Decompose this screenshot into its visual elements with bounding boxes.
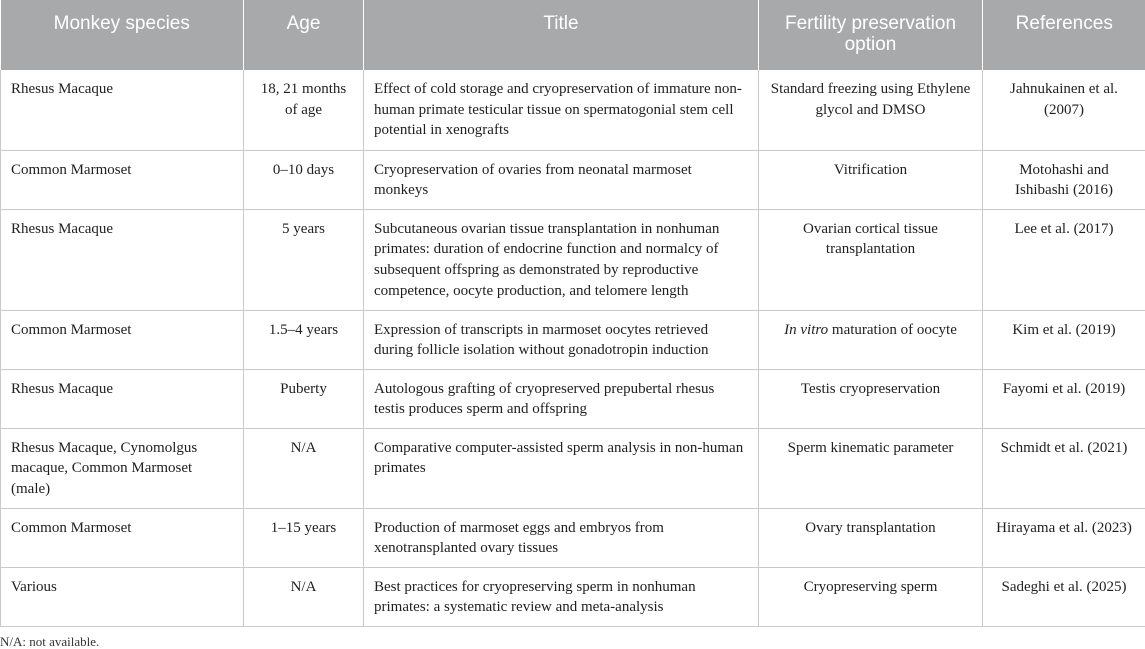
cell-title: Effect of cold storage and cryopreservation of immature non-human primate testicular tissue on spermatogonial stem cell potential in xenografts	[364, 70, 759, 150]
option-text: Ovary transplantation	[805, 519, 936, 536]
cell-reference: Jahnukainen et al. (2007)	[983, 70, 1145, 150]
cell-age: Puberty	[244, 369, 364, 428]
option-text: Vitrification	[833, 161, 908, 178]
cell-monkey-species: Common Marmoset	[1, 508, 244, 567]
cell-monkey-species: Rhesus Macaque, Cynomolgus macaque, Common Marmoset (male)	[1, 428, 244, 508]
cell-monkey-species: Rhesus Macaque	[1, 369, 244, 428]
option-text: Ovarian cortical tissue transplantation	[803, 220, 938, 258]
table-row	[1, 567, 1145, 626]
cell-age: 0–10 days	[244, 150, 364, 209]
cell-age: 18, 21 months of age	[244, 70, 364, 150]
option-text: maturation of oocyte	[828, 321, 957, 338]
cell-fertility-preservation-option	[759, 209, 983, 310]
header-references: References	[983, 0, 1145, 70]
option-text: Testis cryopreservation	[800, 380, 941, 397]
cell-title: Autologous grafting of cryopreserved prepubertal rhesus testis produces sperm and offspring	[364, 369, 759, 428]
cell-monkey-species: Common Marmoset	[1, 310, 244, 369]
option-text: Standard freezing using Ethylene glycol and DMSO	[770, 81, 971, 118]
cell-age: N/A	[244, 428, 364, 508]
header-age: Age	[244, 0, 364, 70]
cell-fertility-preservation-option	[759, 310, 983, 369]
option-text: Sperm kinematic parameter	[787, 439, 954, 456]
header-fertility-preservation-option: Fertility preservation option	[759, 0, 983, 70]
table-row	[1, 369, 1145, 428]
cell-monkey-species: Rhesus Macaque	[1, 70, 244, 150]
cell-age: 5 years	[244, 209, 364, 310]
cell-fertility-preservation-option	[759, 428, 983, 508]
table-footnote: N/A: not available.	[0, 634, 100, 649]
option-italic-text: In vitro	[784, 321, 829, 338]
cell-reference: Schmidt et al. (2021)	[983, 428, 1145, 508]
cell-reference: Motohashi and Ishibashi (2016)	[983, 150, 1145, 209]
cell-reference: Sadeghi et al. (2025)	[983, 567, 1145, 626]
cell-title: Production of marmoset eggs and embryos from xenotransplanted ovary tissues	[364, 508, 759, 567]
table-row	[1, 428, 1145, 508]
cell-reference: Fayomi et al. (2019)	[983, 369, 1145, 428]
cell-fertility-preservation-option	[759, 70, 983, 150]
cell-monkey-species: Rhesus Macaque	[1, 209, 244, 310]
cell-reference: Lee et al. (2017)	[983, 209, 1145, 310]
cell-age: N/A	[244, 567, 364, 626]
cell-monkey-species: Common Marmoset	[1, 150, 244, 209]
cell-fertility-preservation-option	[759, 508, 983, 567]
cell-age: 1–15 years	[244, 508, 364, 567]
table-row	[1, 150, 1145, 209]
header-title: Title	[364, 0, 759, 70]
header-row	[1, 0, 1145, 70]
cell-fertility-preservation-option	[759, 150, 983, 209]
cell-reference: Hirayama et al. (2023)	[983, 508, 1145, 567]
cell-title: Subcutaneous ovarian tissue transplantation in nonhuman primates: duration of endocrine function and normalcy of subsequent offspring as demonstrated by reproductive competence, oocyte production, and telomere length	[364, 209, 759, 310]
table-row	[1, 209, 1145, 310]
cell-title: Comparative computer-assisted sperm analysis in non-human primates	[364, 428, 759, 508]
cell-title: Cryopreservation of ovaries from neonatal marmoset monkeys	[364, 150, 759, 209]
cell-fertility-preservation-option	[759, 369, 983, 428]
cell-fertility-preservation-option	[759, 567, 983, 626]
table-row	[1, 508, 1145, 567]
table-row	[1, 70, 1145, 150]
table-row	[1, 310, 1145, 369]
cell-monkey-species: Various	[1, 567, 244, 626]
cell-title: Expression of transcripts in marmoset oocytes retrieved during follicle isolation without gonadotropin induction	[364, 310, 759, 369]
cell-reference: Kim et al. (2019)	[983, 310, 1145, 369]
cell-title: Best practices for cryopreserving sperm in nonhuman primates: a systematic review and meta-analysis	[364, 567, 759, 626]
table-body	[1, 70, 1145, 626]
header-monkey-species: Monkey species	[1, 0, 244, 70]
cell-age: 1.5–4 years	[244, 310, 364, 369]
table-header	[1, 0, 1145, 70]
option-text: Cryopreserving sperm	[803, 578, 938, 595]
